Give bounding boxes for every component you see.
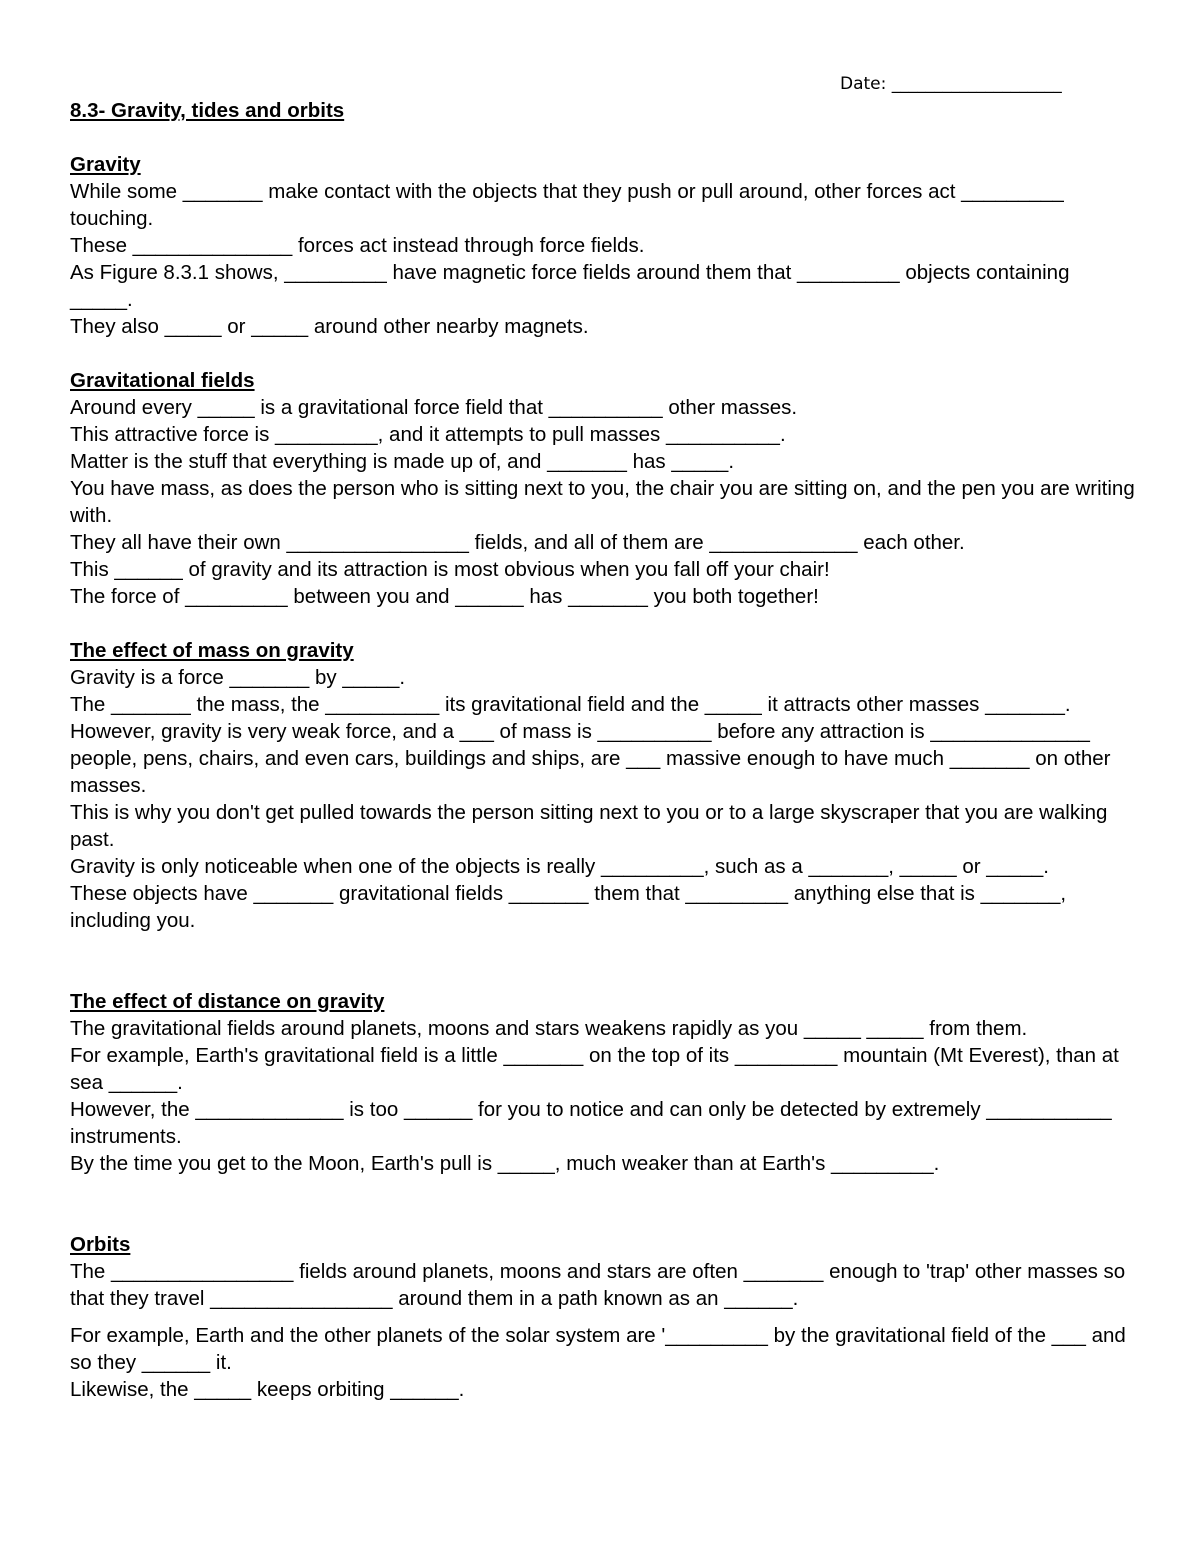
paragraph-line: However, gravity is very weak force, and a ___ of mass is __________ before any attraction is ______________ people, pens, chairs, and even cars, buildings and ships, are ___ massive enough to have much _______ on other masses. (70, 720, 1111, 797)
paragraph-line: Likewise, the _____ keeps orbiting ______. (70, 1378, 465, 1401)
paragraph-line: While some _______ make contact with the objects that they push or pull around, other forces act _________ touching. (70, 180, 1064, 230)
paragraph-line: This attractive force is _________, and it attempts to pull masses __________. (70, 423, 786, 446)
paragraph-line: However, the _____________ is too ______ for you to notice and can only be detected by extremely ___________ instruments. (70, 1098, 1112, 1148)
paragraph-line: Gravity is only noticeable when one of the objects is really _________, such as a _______, _____ or _____. (70, 855, 1049, 878)
section-spacer (70, 340, 1135, 367)
paragraph-line: These objects have _______ gravitational fields _______ them that _________ anything else that is _______, including you. (70, 882, 1067, 932)
section-spacer (70, 1177, 1135, 1231)
section-heading-gravitational-fields: Gravitational fields (70, 369, 255, 392)
paragraph-line: The _______ the mass, the __________ its gravitational field and the _____ it attracts other masses _______. (70, 693, 1071, 716)
paragraph-line: The gravitational fields around planets, moons and stars weakens rapidly as you _____ _____ from them. (70, 1017, 1028, 1040)
paragraph-line: For example, Earth and the other planets of the solar system are '_________ by the gravitational field of the ___ and so they ______ it. (70, 1324, 1126, 1374)
paragraph-line: You have mass, as does the person who is sitting next to you, the chair you are sitting on, and the pen you are writing with. (70, 477, 1135, 527)
paragraph-line: This is why you don't get pulled towards the person sitting next to you or to a large skyscraper that you are walking past. (70, 801, 1108, 851)
paragraph-line: By the time you get to the Moon, Earth's pull is _____, much weaker than at Earth's _________. (70, 1152, 940, 1175)
paragraph-line: Around every _____ is a gravitational force field that __________ other masses. (70, 396, 798, 419)
paragraph-line: Matter is the stuff that everything is made up of, and _______ has _____. (70, 450, 735, 473)
section-heading-orbits: Orbits (70, 1233, 131, 1256)
paragraph-line: The force of _________ between you and ______ has _______ you both together! (70, 585, 819, 608)
section-heading-gravity: Gravity (70, 153, 141, 176)
worksheet (70, 97, 1135, 1403)
date-field: Date: ____________________ (840, 74, 1062, 94)
paragraph-line: For example, Earth's gravitational field is a little _______ on the top of its _________ mountain (Mt Everest), than at sea ______. (70, 1044, 1119, 1094)
paragraph-line: These ______________ forces act instead through force fields. (70, 234, 645, 257)
paragraph-line: This ______ of gravity and its attraction is most obvious when you fall off your chair! (70, 558, 830, 581)
paragraph-gap (70, 1312, 1135, 1322)
section-spacer (70, 934, 1135, 988)
section-spacer (70, 610, 1135, 637)
paragraph-line: They all have their own ________________ fields, and all of them are _____________ each other. (70, 531, 965, 554)
section-heading-distance-effect: The effect of distance on gravity (70, 990, 385, 1013)
paragraph-line: They also _____ or _____ around other nearby magnets. (70, 315, 589, 338)
worksheet-title: 8.3- Gravity, tides and orbits (70, 99, 345, 122)
paragraph-line: As Figure 8.3.1 shows, _________ have magnetic force fields around them that _________ objects containing _____. (70, 261, 1070, 311)
section-heading-mass-effect: The effect of mass on gravity (70, 639, 354, 662)
paragraph-line: Gravity is a force _______ by _____. (70, 666, 406, 689)
paragraph-line: The ________________ fields around planets, moons and stars are often _______ enough to 'trap' other masses so that they travel ________________ around them in a path known as an ______. (70, 1260, 1126, 1310)
